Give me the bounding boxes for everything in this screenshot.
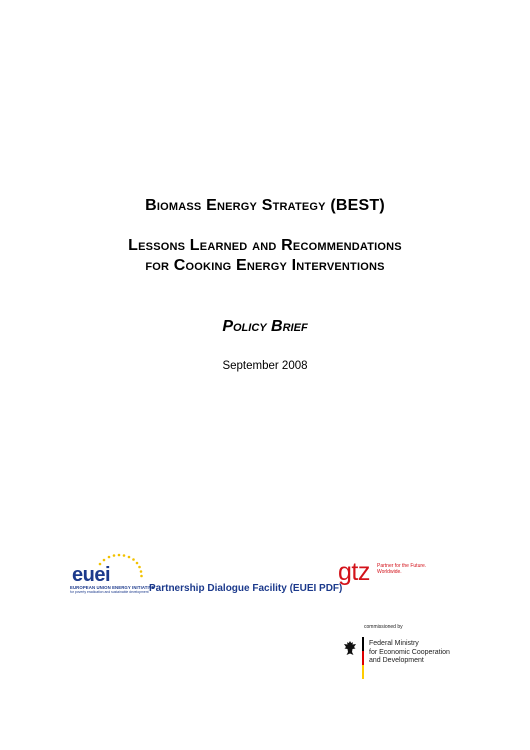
ministry-name [369, 640, 450, 666]
flag-stripe-gold [362, 665, 364, 679]
flag-stripe-black [362, 637, 364, 651]
gtz-tagline [377, 563, 426, 575]
title-line-1: Biomass Energy Strategy (BEST) [145, 197, 385, 214]
german-flag-bar [362, 637, 364, 679]
title-line-3: for Cooking Energy Interventions [145, 257, 385, 274]
euei-logo [68, 552, 155, 598]
flag-stripe-red [362, 651, 364, 665]
euei-pdf-label: Partnership Dialogue Facility (EUEI PDF) [149, 583, 343, 594]
ministry-line-1: Federal Ministry [369, 640, 419, 647]
ministry-line-2: for Economic Cooperation [369, 648, 450, 656]
gtz-logo: gtz [338, 558, 370, 586]
euei-tagline: for poverty eradication and sustainable development [70, 590, 149, 594]
title-line-2: Lessons Learned and Recommendations [128, 237, 402, 254]
ministry-line-3: and Development [369, 657, 424, 664]
gtz-tagline-line-2: Worldwide. [377, 569, 402, 575]
gtz-tagline-line-1: Partner for the Future. [377, 563, 427, 569]
title-block-1 [0, 196, 530, 216]
document-type: Policy Brief [222, 318, 308, 335]
title-block-2 [0, 236, 530, 276]
euei-subtitle: EUROPEAN UNION ENERGY INITIATIVE [70, 585, 155, 590]
commissioned-by-label: commissioned by [364, 624, 403, 630]
euei-wordmark: euei [72, 564, 111, 586]
publication-date: September 2008 [222, 360, 308, 372]
federal-eagle-icon [343, 640, 357, 656]
